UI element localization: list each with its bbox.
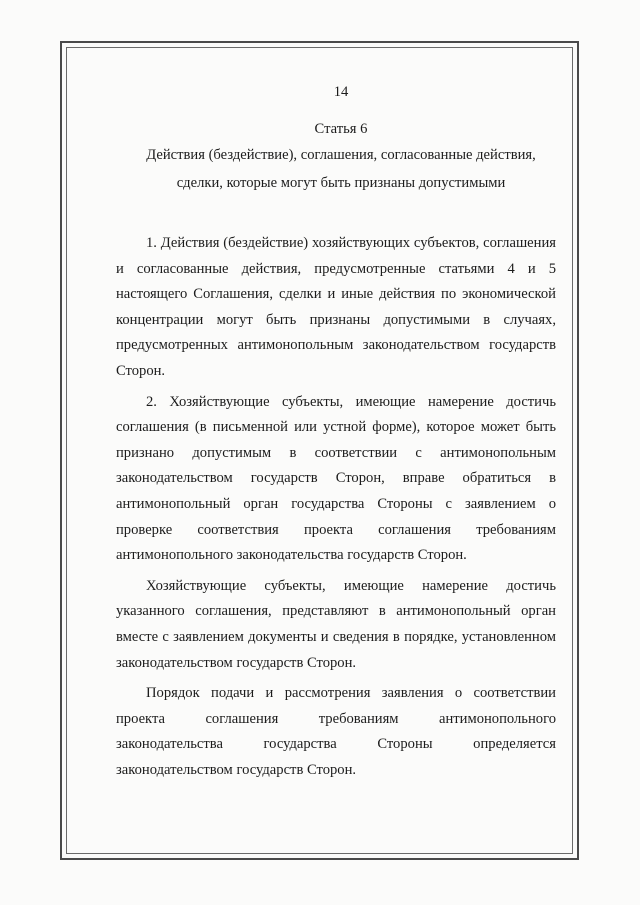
article-heading-line-1: Действия (бездействие), соглашения, согласованные действия,	[146, 147, 536, 163]
paragraph-2: 2. Хозяйствующие субъекты, имеющие намерение достичь соглашения (в письменной или устной форме), которое может быть признано допустимым в соответствии с антимонопольным законодательством государств Сторон, вправе обратиться в антимонопольный орган государства Стороны с заявлением о проверке соответствия проекта соглашения требованиям антимонопольного законодательства государств Сторон.	[116, 393, 556, 564]
document-content	[116, 80, 556, 783]
article-body	[116, 231, 556, 783]
paragraph-3: Хозяйствующие субъекты, имеющие намерение достичь указанного соглашения, представляют в антимонопольный орган вместе с заявлением документы и сведения в порядке, установленном законодательством государств Сторон.	[116, 577, 556, 671]
article-title: Статья 6	[314, 121, 368, 137]
paragraph-4: Порядок подачи и рассмотрения заявления о соответствии проекта соглашения требованиям антимонопольного законодательства государства Стороны определяется законодательством государств Сторон.	[116, 685, 556, 778]
article-heading	[126, 141, 556, 197]
paragraph-1: 1. Действия (бездействие) хозяйствующих субъектов, соглашения и согласованные действия, предусмотренные статьями 4 и 5 настоящего Соглашения, сделки и иные действия по экономической концентрации могут быть признаны допустимыми в случаях, предусмотренных антимонопольным законодательством государств Сторон.	[116, 235, 556, 379]
article-heading-line-2: сделки, которые могут быть признаны допустимыми	[176, 175, 506, 191]
page-number: 14	[333, 84, 349, 100]
